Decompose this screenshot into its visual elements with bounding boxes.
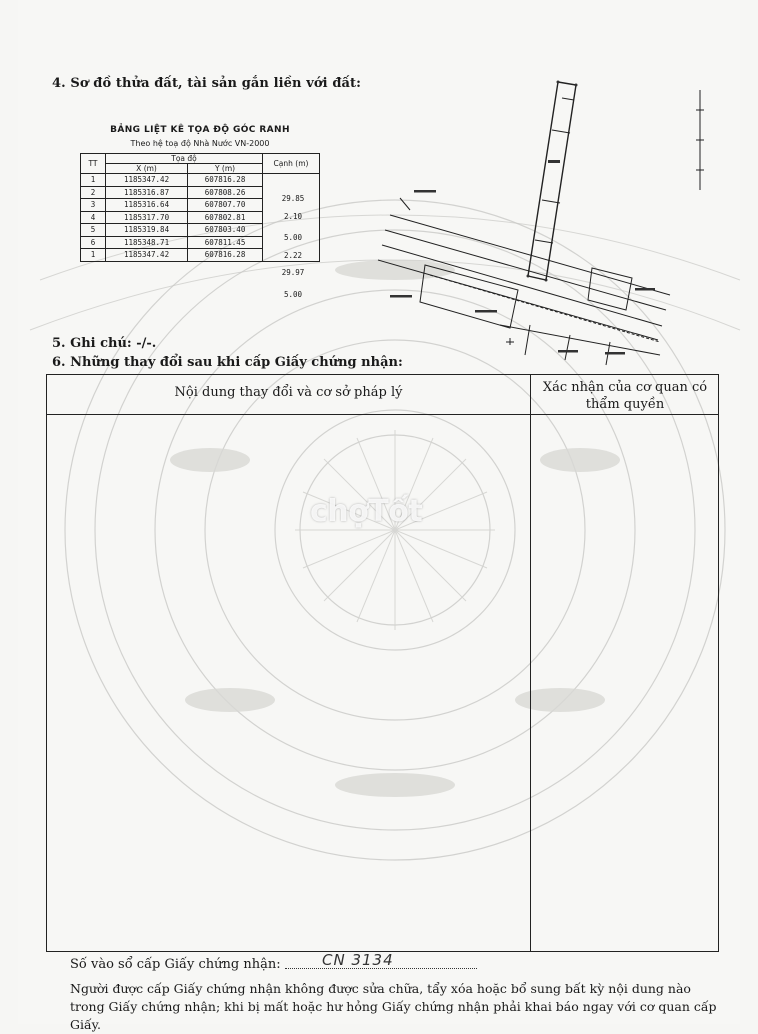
footnote: Người được cấp Giấy chứng nhận không được sửa chữa, tẩy xóa hoặc bổ sung bất kỳ nội dung nào trong Giấy chứng nhận; khi bị mất hoặc hư hỏng Giấy chứng nhận phải khai báo ngay với cơ quan cấp Giấy. [70,981,717,1032]
column-divider [530,375,531,951]
edge-length: 29.85 [281,194,305,203]
changes-table [46,374,719,952]
edge-length: 5.00 [283,233,303,242]
table-row: 1 1185347.42 607816.28 [81,174,320,187]
parcel-diagram [370,70,710,370]
section-6-heading: 6. Những thay đổi sau khi cấp Giấy chứng nhận: [52,355,403,370]
registry-number: CN 3134 [322,951,394,969]
section-5-note: 5. Ghi chú: -/-. [52,336,157,351]
edge-length: 5.00 [283,290,303,299]
coordinate-table [80,153,320,262]
changes-column-header: Nội dung thay đổi và cơ sở pháp lý [174,385,403,400]
col-tt: TT [81,154,106,174]
registry-line [70,951,710,972]
coordinate-table-subtitle: Theo hệ toạ độ Nhà Nước VN-2000 [130,139,270,148]
table-row: 4 1185317.70 607802.81 [81,211,320,224]
header-divider [47,414,718,415]
edge-length: 29.97 [281,268,305,277]
edge-length: 2.10 [283,212,303,221]
coordinate-table-title: BẢNG LIỆT KÊ TỌA ĐỘ GÓC RANH [110,125,290,135]
authority-column-header: Xác nhận của cơ quan có thẩm quyền [542,380,708,412]
section-4-heading: 4. Sơ đồ thửa đất, tài sản gắn liền với đất: [52,76,362,91]
table-row: 5 1185319.84 607803.40 [81,224,320,237]
table-row: 1 1185347.42 607816.28 [81,249,320,262]
col-edge: Cạnh (m) [263,154,320,174]
table-row: 2 1185316.87 607808.26 [81,186,320,199]
watermark-logo: chợTốt [310,494,423,529]
col-coord: Tọa độ [106,154,263,164]
table-row: 3 1185316.64 607807.70 [81,199,320,212]
table-row: 6 1185348.71 607811.45 [81,236,320,249]
edge-length: 2.22 [283,251,303,260]
col-y: Y (m) [188,164,263,174]
registry-label: Số vào sổ cấp Giấy chứng nhận: [70,957,281,972]
col-x: X (m) [106,164,188,174]
